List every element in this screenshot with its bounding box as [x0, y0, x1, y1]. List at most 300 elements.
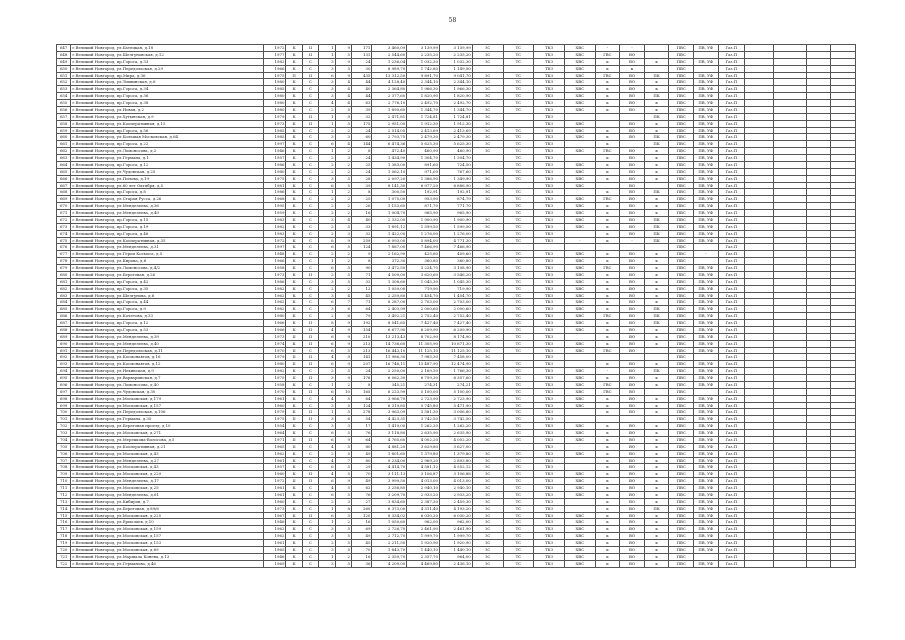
- table-cell: [773, 553, 806, 560]
- table-cell: 2: [319, 498, 335, 505]
- table-row: [57, 361, 856, 368]
- table-cell: С: [302, 423, 318, 430]
- table-cell: 6 357,60: [440, 375, 473, 382]
- table-cell: 13 312,50: [372, 72, 407, 79]
- table-cell: 1 304,70: [440, 155, 473, 162]
- table-cell: к: [644, 395, 669, 402]
- table-cell: г.Великий Новгород, ул.Ломоносова, д.4/2: [71, 265, 264, 272]
- table-cell: 666: [57, 175, 71, 182]
- table-cell: [806, 409, 831, 416]
- table-cell: к: [644, 100, 669, 107]
- table-cell: 4 193,20: [440, 505, 473, 512]
- table-cell: ВО: [620, 278, 645, 285]
- table-cell: С: [302, 430, 318, 437]
- table-cell: ПВС: [669, 512, 694, 519]
- table-cell: 2 387,30: [407, 498, 440, 505]
- table-cell: ЗС: [472, 388, 503, 395]
- table-cell: ЗС: [472, 271, 503, 278]
- table-cell: ТКЗ: [534, 553, 565, 560]
- table-cell: [806, 512, 831, 519]
- table-cell: 702: [57, 423, 71, 430]
- table-cell: 696: [57, 381, 71, 388]
- table-cell: г.Великий Новгород, ул.Попова, д.19: [71, 175, 264, 182]
- table-cell: С: [302, 100, 318, 107]
- table-cell: 9: [335, 58, 351, 65]
- table-cell: 8: [351, 258, 371, 265]
- table-cell: к: [644, 375, 669, 382]
- table-cell: ТКЗ: [534, 161, 565, 168]
- table-cell: 719,90: [440, 285, 473, 292]
- table-cell: [472, 161, 503, 168]
- table-cell: 9 891,70: [407, 72, 440, 79]
- table-cell: к: [644, 155, 669, 162]
- table-cell: 4: [319, 457, 335, 464]
- table-cell: 1 912,30: [440, 120, 473, 127]
- table-cell: [773, 210, 806, 217]
- table-cell: ВО: [620, 333, 645, 340]
- table-cell: 9: [335, 361, 351, 368]
- table-cell: к: [595, 464, 620, 471]
- table-cell: 2 752,40: [407, 313, 440, 320]
- table-cell: [745, 423, 774, 430]
- table-cell: 691: [57, 347, 71, 354]
- table-cell: Газ.П: [718, 196, 745, 203]
- table-cell: 3 106,87: [407, 471, 440, 478]
- table-cell: 663: [57, 155, 71, 162]
- table-cell: Газ.П: [718, 134, 745, 141]
- table-cell: II: [302, 409, 318, 416]
- table-cell: ТС: [503, 368, 534, 375]
- table-row: [57, 182, 856, 189]
- table-cell: [831, 189, 856, 196]
- table-cell: г.Великий Новгород, ул.Береговая проезд, д.10: [71, 423, 264, 430]
- table-cell: [644, 354, 669, 361]
- table-cell: ПВ, УФ: [693, 134, 718, 141]
- table-cell: Газ.П: [718, 553, 745, 560]
- table-cell: ТС: [503, 340, 534, 347]
- table-cell: к: [644, 299, 669, 306]
- table-cell: ПВ, УФ: [693, 223, 718, 230]
- table-cell: [831, 457, 856, 464]
- table-cell: 665: [57, 168, 71, 175]
- table-cell: [745, 216, 774, 223]
- table-cell: [831, 168, 856, 175]
- table-cell: 703: [57, 430, 71, 437]
- table-cell: С: [302, 106, 318, 113]
- table-cell: [806, 161, 831, 168]
- table-cell: ХВС: [564, 134, 595, 141]
- table-cell: 3: [319, 93, 335, 100]
- table-cell: [806, 106, 831, 113]
- table-cell: ХВС: [564, 292, 595, 299]
- table-cell: ПВС: [669, 423, 694, 430]
- table-cell: 2 471,81: [372, 113, 407, 120]
- table-cell: ПВ, УФ: [693, 409, 718, 416]
- table-cell: 2: [319, 155, 335, 162]
- table-cell: 5: [335, 533, 351, 540]
- table-cell: [831, 526, 856, 533]
- table-cell: [831, 230, 856, 237]
- table-cell: 7 458,00: [440, 354, 473, 361]
- table-cell: [644, 182, 669, 189]
- table-cell: К: [286, 113, 302, 120]
- table-cell: 3: [319, 65, 335, 72]
- table-cell: 13 213,43: [372, 333, 407, 340]
- table-cell: К: [286, 553, 302, 560]
- table-cell: [831, 498, 856, 505]
- table-cell: [745, 45, 774, 52]
- table-cell: ТКЗ: [534, 505, 565, 512]
- table-cell: 699: [57, 402, 71, 409]
- table-cell: ЗС: [472, 251, 503, 258]
- table-cell: 721: [57, 553, 71, 560]
- table-cell: С: [302, 278, 318, 285]
- table-cell: С: [302, 65, 318, 72]
- table-cell: к: [595, 409, 620, 416]
- table-cell: [745, 203, 774, 210]
- table-cell: 11 305,90: [407, 340, 440, 347]
- table-cell: 2 344,10: [440, 79, 473, 86]
- table-cell: [831, 285, 856, 292]
- table-cell: ПВ, УФ: [693, 182, 718, 189]
- table-cell: [773, 182, 806, 189]
- table-cell: 648: [57, 51, 71, 58]
- table-cell: ТКЗ: [534, 216, 565, 223]
- table-cell: ЗС: [472, 216, 503, 223]
- table-cell: ЗС: [472, 423, 503, 430]
- table-cell: ПВС: [669, 285, 694, 292]
- table-cell: к: [644, 278, 669, 285]
- table-cell: II: [302, 340, 318, 347]
- table-cell: г.Великий Новгород, ул.Ломоносова, д.40: [71, 381, 264, 388]
- table-cell: 2: [335, 519, 351, 526]
- table-cell: 2 235,20: [407, 51, 440, 58]
- table-cell: ВО: [620, 223, 645, 230]
- table-cell: К: [286, 388, 302, 395]
- table-cell: [503, 65, 534, 72]
- table-cell: ПВ, УФ: [693, 540, 718, 547]
- table-cell: [620, 244, 645, 251]
- table-row: [57, 320, 856, 327]
- table-cell: 4 311,40: [407, 505, 440, 512]
- table-cell: ТКЗ: [534, 478, 565, 485]
- table-cell: 1979: [263, 409, 286, 416]
- table-cell: 260: [351, 505, 371, 512]
- table-cell: [831, 430, 856, 437]
- table-cell: 1 379,80: [440, 450, 473, 457]
- table-cell: С: [302, 230, 318, 237]
- table-row: [57, 306, 856, 313]
- table-cell: ТС: [503, 540, 534, 547]
- table-cell: [806, 347, 831, 354]
- table-cell: II: [302, 388, 318, 395]
- table-cell: [831, 100, 856, 107]
- table-cell: 1 890,60: [372, 106, 407, 113]
- table-cell: [745, 436, 774, 443]
- table-cell: [472, 155, 503, 162]
- table-cell: 1973: [263, 333, 286, 340]
- table-cell: ПВС: [669, 271, 694, 278]
- table-cell: 1946: [263, 148, 286, 155]
- table-cell: 6: [319, 478, 335, 485]
- table-cell: 1 801,60: [372, 450, 407, 457]
- table-cell: [773, 271, 806, 278]
- table-cell: г.Великий Новгород, пр.Гороса, д.36: [71, 93, 264, 100]
- table-cell: [831, 464, 856, 471]
- table-cell: ПВС: [669, 51, 694, 58]
- table-cell: К: [286, 265, 302, 272]
- table-cell: [806, 313, 831, 320]
- table-cell: 2 459,30: [440, 498, 473, 505]
- table-cell: К: [286, 519, 302, 526]
- table-cell: 1972: [263, 45, 286, 52]
- table-row: [57, 148, 856, 155]
- table-cell: ТС: [503, 216, 534, 223]
- table-cell: 1 422,00: [372, 230, 407, 237]
- table-cell: 1966: [263, 320, 286, 327]
- table-cell: [806, 533, 831, 540]
- table-cell: 706: [57, 450, 71, 457]
- table-row: [57, 546, 856, 553]
- table-cell: Газ.П: [718, 265, 745, 272]
- table-cell: г.Великий Новгород, ул.Маршала Конева, д.13: [71, 553, 264, 560]
- table-cell: [773, 278, 806, 285]
- table-cell: 192,91: [407, 189, 440, 196]
- table-cell: ПВС: [669, 292, 694, 299]
- table-row: [57, 381, 856, 388]
- table-cell: [745, 113, 774, 120]
- table-cell: С: [302, 505, 318, 512]
- table-row: [57, 251, 856, 258]
- table-cell: [831, 540, 856, 547]
- table-cell: II: [302, 320, 318, 327]
- table-cell: 3: [319, 560, 335, 567]
- table-cell: 1965: [263, 546, 286, 553]
- table-cell: 5: [335, 347, 351, 354]
- table-cell: ТКЗ: [534, 258, 565, 265]
- table-cell: С: [302, 457, 318, 464]
- table-cell: [745, 354, 774, 361]
- table-cell: 1: [319, 381, 335, 388]
- table-cell: [773, 189, 806, 196]
- table-cell: Газ.П: [718, 292, 745, 299]
- table-cell: к: [644, 450, 669, 457]
- table-row: [57, 265, 856, 272]
- table-cell: [806, 285, 831, 292]
- table-cell: 1 966,30: [440, 86, 473, 93]
- table-cell: ВО: [620, 443, 645, 450]
- table-cell: ПВС: [669, 203, 694, 210]
- table-cell: [745, 326, 774, 333]
- table-cell: [773, 285, 806, 292]
- table-cell: 1 062,10: [372, 168, 407, 175]
- table-cell: [644, 244, 669, 251]
- table-cell: [773, 230, 806, 237]
- table-cell: II: [302, 271, 318, 278]
- table-cell: 4 469,80: [407, 560, 440, 567]
- table-cell: г.Великий Новгород, ул.Московская, д.43: [71, 464, 264, 471]
- table-cell: 1986: [263, 189, 286, 196]
- table-cell: [806, 210, 831, 217]
- table-cell: ЗС: [472, 168, 503, 175]
- table-cell: [564, 113, 595, 120]
- table-cell: 40: [351, 86, 371, 93]
- table-cell: Газ.П: [718, 540, 745, 547]
- table-row: [57, 237, 856, 244]
- table-cell: ЗС: [472, 395, 503, 402]
- table-cell: К: [286, 58, 302, 65]
- table-cell: С: [302, 258, 318, 265]
- table-cell: 16 443,10: [372, 347, 407, 354]
- table-cell: ТКЗ: [534, 333, 565, 340]
- table-cell: 1966: [263, 258, 286, 265]
- table-cell: к: [595, 546, 620, 553]
- table-cell: ХВС: [564, 553, 595, 560]
- table-cell: [745, 505, 774, 512]
- table-cell: г.Великий Новгород, ул.Германа, д.1: [71, 155, 264, 162]
- table-cell: 9: [335, 436, 351, 443]
- table-cell: ХВС: [564, 485, 595, 492]
- table-row: [57, 533, 856, 540]
- table-cell: 1981: [263, 182, 286, 189]
- table-cell: ТС: [503, 375, 534, 382]
- table-cell: 673: [57, 223, 71, 230]
- table-cell: ТКЗ: [534, 72, 565, 79]
- table-cell: ТКЗ: [534, 127, 565, 134]
- table-cell: к: [644, 457, 669, 464]
- table-cell: к: [644, 512, 669, 519]
- table-cell: ХВС: [564, 106, 595, 113]
- table-cell: 1965: [263, 443, 286, 450]
- table-cell: 2 951,00: [372, 120, 407, 127]
- table-cell: [806, 203, 831, 210]
- table-cell: к: [644, 423, 669, 430]
- table-cell: ТКЗ: [534, 443, 565, 450]
- table-cell: ВО: [620, 182, 645, 189]
- table-cell: ПВ, УФ: [693, 546, 718, 553]
- table-cell: 1980: [263, 313, 286, 320]
- table-cell: ПВС: [669, 161, 694, 168]
- table-cell: ТКЗ: [534, 45, 565, 52]
- table-cell: ТКЗ: [534, 175, 565, 182]
- table-cell: ПВ, УФ: [693, 106, 718, 113]
- table-cell: Газ.П: [718, 203, 745, 210]
- table-cell: 3 139,99: [407, 45, 440, 52]
- table-cell: 1962: [263, 533, 286, 540]
- table-cell: [534, 244, 565, 251]
- table-cell: [745, 416, 774, 423]
- table-row: [57, 93, 856, 100]
- table-cell: 2 703,00: [440, 299, 473, 306]
- table-cell: [773, 375, 806, 382]
- table-cell: ПВ, УФ: [693, 491, 718, 498]
- table-cell: [773, 65, 806, 72]
- table-cell: 8: [351, 148, 371, 155]
- table-cell: к: [595, 210, 620, 217]
- table-cell: 9: [335, 320, 351, 327]
- table-cell: 6: [335, 416, 351, 423]
- table-cell: к: [595, 230, 620, 237]
- table-cell: ТКЗ: [534, 292, 565, 299]
- table-cell: 4: [335, 292, 351, 299]
- table-cell: ТКЗ: [534, 58, 565, 65]
- table-cell: [806, 230, 831, 237]
- table-cell: 1 349,90: [440, 175, 473, 182]
- table-cell: 176: [351, 375, 371, 382]
- table-cell: ТКЗ: [534, 361, 565, 368]
- table-cell: 5: [335, 540, 351, 547]
- table-cell: к: [644, 196, 669, 203]
- table-cell: С: [302, 86, 318, 93]
- table-cell: 4 423,31: [372, 416, 407, 423]
- table-cell: 49: [351, 450, 371, 457]
- table-cell: [773, 450, 806, 457]
- table-row: [57, 51, 856, 58]
- table-cell: ПВ, УФ: [693, 478, 718, 485]
- table-cell: II: [286, 375, 302, 382]
- table-cell: [831, 546, 856, 553]
- table-row: [57, 388, 856, 395]
- table-cell: 2 359,70: [372, 553, 407, 560]
- table-cell: ВО: [620, 430, 645, 437]
- table-cell: ТКЗ: [534, 313, 565, 320]
- table-cell: [773, 443, 806, 450]
- table-cell: ХВС: [564, 526, 595, 533]
- table-cell: С: [302, 237, 318, 244]
- table-cell: ВО: [620, 210, 645, 217]
- table-cell: ТКЗ: [534, 113, 565, 120]
- table-cell: к: [595, 203, 620, 210]
- table-cell: 4 881,20: [372, 443, 407, 450]
- table-cell: К: [286, 134, 302, 141]
- table-row: [57, 72, 856, 79]
- table-cell: [806, 381, 831, 388]
- table-cell: к: [644, 292, 669, 299]
- table-cell: ПК: [644, 223, 669, 230]
- housing-register-table: [56, 44, 856, 568]
- table-cell: ВО: [620, 485, 645, 492]
- table-cell: 965,90: [407, 210, 440, 217]
- table-row: [57, 416, 856, 423]
- table-cell: ХВС: [564, 381, 595, 388]
- table-cell: ПВ, УФ: [693, 320, 718, 327]
- table-cell: ПВС: [669, 306, 694, 313]
- table-cell: Газ.П: [718, 498, 745, 505]
- table-cell: 686: [57, 313, 71, 320]
- table-cell: ПВ, УФ: [693, 216, 718, 223]
- table-cell: Газ.П: [718, 237, 745, 244]
- table-cell: [831, 237, 856, 244]
- table-cell: [745, 560, 774, 567]
- table-cell: 80: [351, 457, 371, 464]
- table-cell: [745, 368, 774, 375]
- table-cell: ХВС: [564, 430, 595, 437]
- table-cell: ПВ, УФ: [693, 505, 718, 512]
- table-cell: [620, 113, 645, 120]
- table-cell: [831, 299, 856, 306]
- table-cell: 1961: [263, 540, 286, 547]
- table-cell: 2 413,69: [440, 127, 473, 134]
- table-cell: ВО: [620, 533, 645, 540]
- table-cell: г.Великий Новгород, ул.Московская, д.25: [71, 485, 264, 492]
- table-cell: Газ.П: [718, 58, 745, 65]
- table-cell: 4 002,20: [407, 436, 440, 443]
- table-cell: 2: [335, 148, 351, 155]
- table-cell: 6: [335, 313, 351, 320]
- table-cell: 70: [351, 546, 371, 553]
- table-row: [57, 512, 856, 519]
- table-cell: к: [595, 457, 620, 464]
